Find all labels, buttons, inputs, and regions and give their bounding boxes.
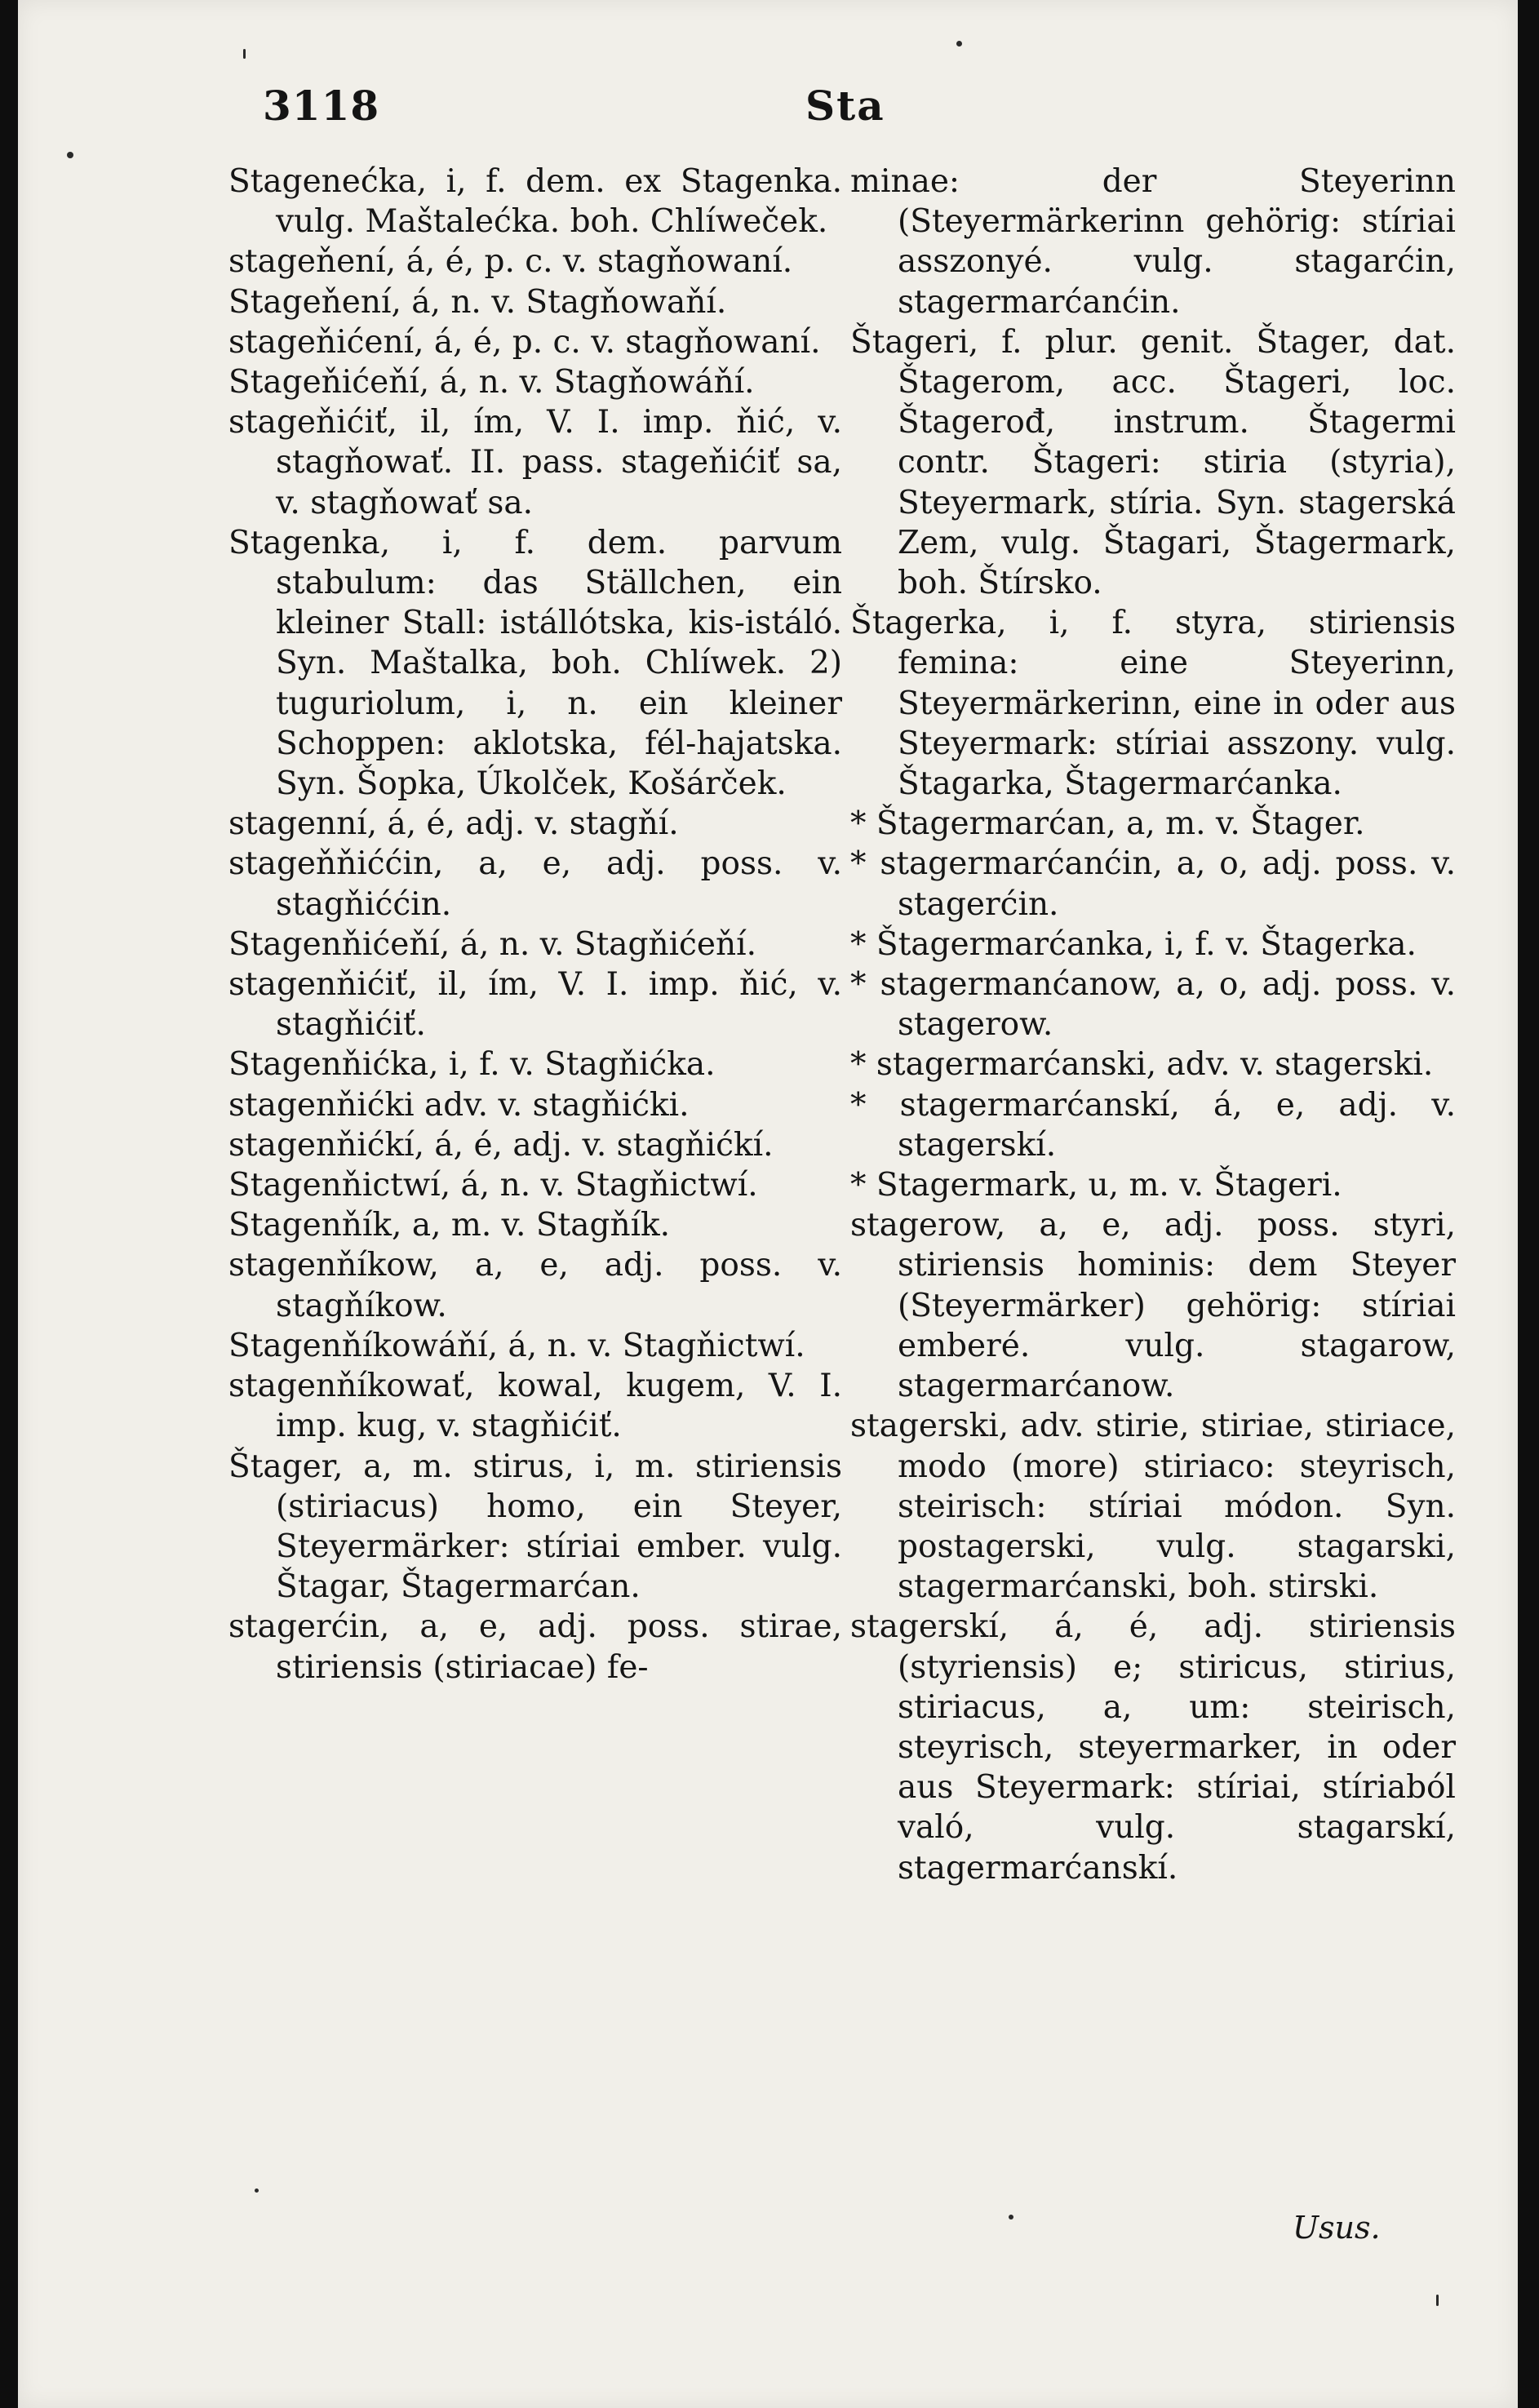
dictionary-entry: stagenňíkow, a, e, adj. poss. v. stagňíkow. (228, 1247, 842, 1324)
dictionary-entry: Stagenňićeňí, á, n. v. Stagňićeňí. (228, 925, 756, 963)
dictionary-entry: stageňićiť, il, ím, V. I. imp. ňić, v. stagňowať. II. pass. stageňićiť sa, v. stagňowať sa. (228, 404, 842, 521)
paper-speck (67, 152, 73, 158)
paper-speck (1009, 2215, 1013, 2220)
dictionary-entry: Stagenňićka, i, f. v. Stagňićka. (228, 1046, 716, 1084)
dictionary-entry: stagerćin, a, e, adj. poss. stirae, stiriensis (stiriacae) fe- (228, 1608, 842, 1686)
dictionary-entry: Štager, a, m. stirus, i, m. stiriensis (stiriacus) homo, ein Steyer, Steyermärker: stíriai ember. vulg. Štagar, Štagermarćan. (228, 1448, 842, 1606)
dictionary-entry: Stagenňictwí, á, n. v. Stagňictwí. (228, 1167, 758, 1204)
dictionary-entry: Stageňení, á, n. v. Stagňowaňí. (228, 283, 727, 321)
dictionary-entry: stagerski, adv. stirie, stiriae, stiriace, modo (more) stiriaco: steyrisch, steirisch: stíriai módon. Syn. postagerski, vulg. stagarski, stagermarćanski, boh. stirski. (850, 1408, 1456, 1606)
dictionary-entry: stagenňíkowať, kowal, kugem, V. I. imp. kug, v. stagňićiť. (228, 1368, 842, 1445)
dictionary-entry: stagenňićki adv. v. stagňićki. (228, 1086, 690, 1124)
dictionary-entry: * stagermarćanski, adv. v. stagerski. (850, 1046, 1434, 1084)
dictionary-entry: stageňení, á, é, p. c. v. stagňowaní. (228, 243, 793, 281)
dictionary-entry: * stagermarćanćin, a, o, adj. poss. v. stagerćin. (850, 845, 1456, 923)
dictionary-entry: stagerow, a, e, adj. poss. styri, stiriensis hominis: dem Steyer (Steyermärker) gehörig: stíriai emberé. vulg. stagarow, stagermarćanow. (850, 1207, 1456, 1405)
dictionary-entry: Stagenećka, i, f. dem. ex Stagenka. vulg. Maštalećka. boh. Chlíweček. (228, 163, 842, 241)
dictionary-entry: Stagenňíkowáňí, á, n. v. Stagňictwí. (228, 1327, 805, 1364)
left-column (228, 162, 842, 1687)
dictionary-entry: stagenňićiť, il, ím, V. I. imp. ňić, v. stagňićiť. (228, 966, 842, 1044)
dictionary-entry: Štageri, f. plur. genit. Štager, dat. Štagerom, acc. Štageri, loc. Štagerođ, instrum. Štagermi contr. Štageri: stiria (styria), Steyermark, stíria. Syn. stagerská Zem, vulg. Štagari, Štagermark, boh. Štírsko. (850, 323, 1456, 602)
right-column (850, 162, 1456, 1888)
running-head: Sta (805, 82, 885, 130)
paper-speck (1436, 2295, 1439, 2306)
dictionary-page (18, 0, 1518, 2408)
paper-speck (243, 49, 246, 59)
dictionary-entry: stagerskí, á, é, adj. stiriensis (styriensis) e; stiricus, stirius, stiriacus, a, um: steirisch, steyrisch, steyermarker, in oder aus Steyermark: stíriai, stíriaból való, vulg. stagarskí, stagermarćanskí. (850, 1608, 1456, 1887)
dictionary-entry: Stageňićeňí, á, n. v. Stagňowáňí. (228, 364, 755, 401)
dictionary-entry: * Stagermark, u, m. v. Štageri. (850, 1167, 1342, 1204)
dictionary-entry: stagenňićkí, á, é, adj. v. stagňićkí. (228, 1126, 774, 1164)
dictionary-entry: Stagenňík, a, m. v. Stagňík. (228, 1207, 671, 1244)
dictionary-entry: stageňňiććin, a, e, adj. poss. v. stagňiććin. (228, 845, 842, 923)
dictionary-entry: stageňićení, á, é, p. c. v. stagňowaní. (228, 323, 821, 361)
paper-speck (956, 41, 962, 47)
dictionary-entry: Štagerka, i, f. styra, stiriensis femina: eine Steyerinn, Steyermärkerinn, eine in oder aus Steyermark: stíriai asszony. vulg. Štagarka, Štagermarćanka. (850, 605, 1456, 803)
dictionary-entry: * Štagermarćanka, i, f. v. Štagerka. (850, 925, 1417, 963)
dictionary-entry: * stagermarćanskí, á, e, adj. v. stagerskí. (850, 1086, 1456, 1164)
dictionary-entry: minae: der Steyerinn (Steyermärkerinn gehörig: stíriai asszonyé. vulg. stagarćin, stagermarćanćin. (850, 163, 1456, 321)
catchword: Usus. (1293, 2210, 1381, 2246)
page-number: 3118 (263, 82, 380, 130)
dictionary-entry: * Štagermarćan, a, m. v. Štager. (850, 805, 1365, 843)
dictionary-entry: Stagenka, i, f. dem. parvum stabulum: das Ställchen, ein kleiner Stall: istállótska, kis-istáló. Syn. Maštalka, boh. Chlíwek. 2) tuguriolum, i, n. ein kleiner Schoppen: aklotska, fél-hajatska. Syn. Šopka, Úkolček, Košárček. (228, 524, 842, 803)
dictionary-entry: * stagermanćanow, a, o, adj. poss. v. stagerow. (850, 966, 1456, 1044)
paper-speck (255, 2188, 259, 2193)
dictionary-entry: stagenní, á, é, adj. v. stagňí. (228, 805, 679, 843)
